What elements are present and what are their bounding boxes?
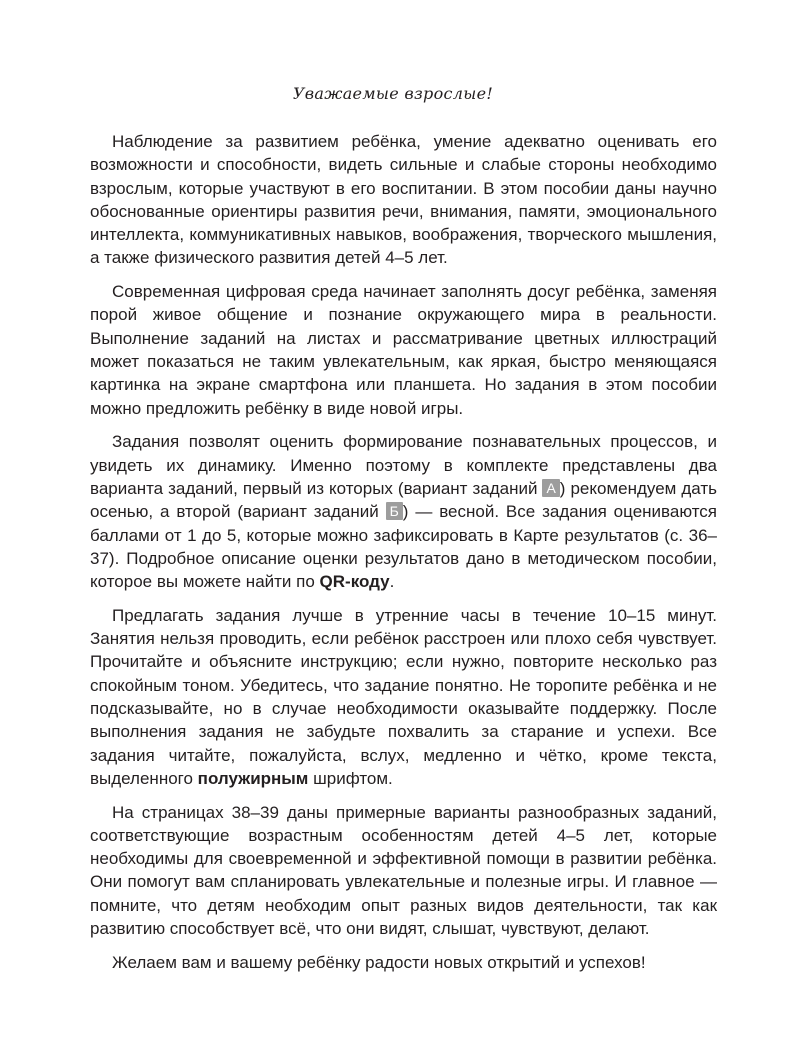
- text-fragment: ) — весной. Все задания оцениваются баллами от 1 до 5, которые можно зафиксировать в Карте результатов (с. 36–37). Подробное описание оценки результатов дано в методическом пособии, которое вы можете найти по: [90, 502, 717, 592]
- paragraph-sample-tasks: На страницах 38–39 даны примерные варианты разнообразных заданий, соответствующие возрастным особенностям детей 4–5 лет, которые необходимы для своевременной и эффективной помощи в развитии ребёнка. Они помогут вам спланировать увлекательные и полезные игры. И главное — помните, что детям необходим опыт разных видов деятельности, так как развитию способствует всё, что они видят, слышат, чувствуют, делают.: [90, 802, 717, 939]
- variant-b-badge: Б: [386, 502, 403, 520]
- body-text: [90, 130, 717, 984]
- paragraph-digital-environment: Современная цифровая среда начинает заполнять досуг ребёнка, заменяя порой живое общение и познание окружающего мира в реальности. Выполнение заданий на листах и рассматривание цветных иллюстраций может показаться не таким увлекательным, как яркая, быстро меняющаяся картинка на экране смартфона или планшета. Но задания в этом пособии можно предложить ребёнку в виде новой игры.: [90, 282, 717, 418]
- paragraph-development: Наблюдение за развитием ребёнка, умение адекватно оценивать его возможности и способности, видеть сильные и слабые стороны необходимо взрослым, которые участвуют в его воспитании. В этом пособии даны научно обоснованные ориентиры развития речи, внимания, памяти, эмоционального интеллекта, коммуникативных навыков, воображения, творческого мышления, а также физического развития детей 4–5 лет.: [90, 132, 717, 268]
- paragraph-task-variants: [90, 430, 717, 593]
- page-heading: Уважаемые взрослые!: [292, 84, 494, 103]
- text-fragment: .: [389, 572, 395, 592]
- paragraph-instructions: [90, 604, 717, 790]
- text-fragment: Задания позволят оценить формирование познавательных процессов, и увидеть их динамику. Именно поэтому в комплекте представлены два варианта заданий, первый из которых (вариант заданий: [90, 432, 717, 498]
- variant-a-badge: А: [542, 479, 559, 497]
- bold-word: полужирным: [197, 768, 309, 788]
- text-fragment: шрифтом.: [308, 768, 393, 788]
- paragraph-wishes: Желаем вам и вашему ребёнку радости новых открытий и успехов!: [112, 952, 646, 972]
- text-fragment: Предлагать задания лучше в утренние часы в течение 10–15 минут. Занятия нельзя проводить, если ребёнок расстроен или плохо себя чувствует. Прочитайте и объясните инструкцию; если нужно, повторите несколько раз спокойным тоном. Убедитесь, что задание понятно. Не торопите ребёнка и не подсказывайте, но в случае необходимости оказывайте поддержку. После выполнения задания не забудьте похвалить за старание и успехи. Все задания читайте, пожалуйста, вслух, медленно и чётко, кроме текста, выделенного: [90, 605, 717, 788]
- qr-code-label: QR-коду: [319, 572, 390, 592]
- text-fragment: ) рекомендуем дать осенью, а второй (вариант заданий: [90, 478, 717, 522]
